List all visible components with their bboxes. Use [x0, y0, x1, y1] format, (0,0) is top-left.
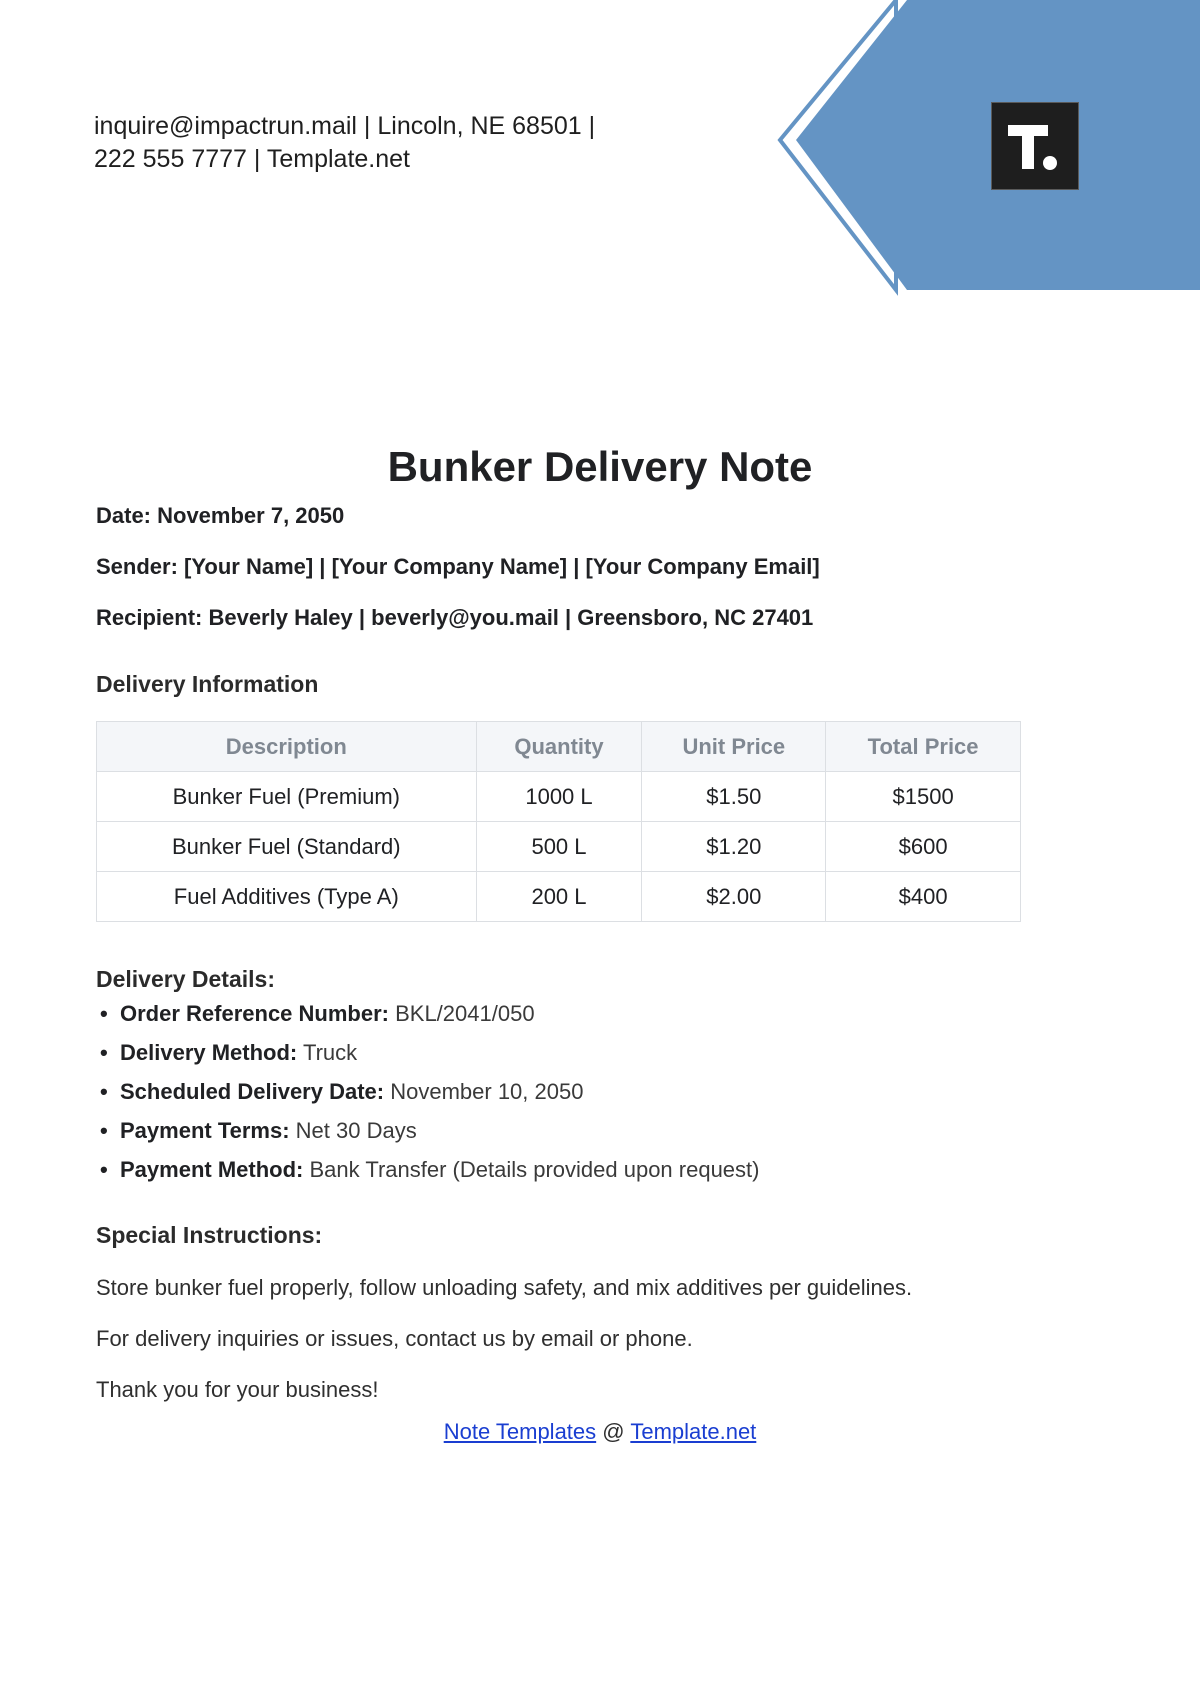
detail-label: Order Reference Number: [120, 1001, 389, 1026]
cell-quantity: 500 L [476, 822, 642, 872]
special-instructions-heading: Special Instructions: [96, 1222, 323, 1248]
bullet-icon: • [100, 1001, 108, 1026]
footer-credit [0, 1419, 1200, 1445]
detail-label: Payment Method: [120, 1157, 304, 1182]
logo-dot [1043, 156, 1057, 170]
delivery-table [96, 721, 1021, 922]
cell-description: Bunker Fuel (Standard) [97, 822, 477, 872]
closing-line: Thank you for your business! [96, 1377, 379, 1402]
column-header-unit-price: Unit Price [642, 722, 826, 772]
detail-value: BKL/2041/050 [388, 1001, 535, 1026]
list-item [100, 1038, 759, 1077]
template-net-link[interactable]: Template.net [630, 1419, 757, 1444]
list-item [100, 1155, 759, 1194]
column-header-quantity: Quantity [476, 722, 642, 772]
bullet-icon: • [100, 1079, 108, 1104]
cell-total-price: $400 [826, 872, 1021, 922]
detail-label: Delivery Method: [120, 1040, 298, 1065]
sender-line: Sender: [Your Name] | [Your Company Name] | [Your Company Email] [96, 554, 820, 579]
list-item [100, 1077, 759, 1116]
table-row [97, 822, 1021, 872]
contact-info [94, 110, 595, 176]
cell-total-price: $1500 [826, 772, 1021, 822]
contact-line-1: inquire@impactrun.mail | Lincoln, NE 68501 | [94, 112, 596, 140]
bullet-icon: • [100, 1157, 108, 1182]
column-header-description: Description [97, 722, 477, 772]
cell-description: Bunker Fuel (Premium) [97, 772, 477, 822]
bullet-icon: • [100, 1040, 108, 1065]
logo-letter-stem [1022, 125, 1034, 169]
cell-description: Fuel Additives (Type A) [97, 872, 477, 922]
detail-label: Scheduled Delivery Date: [120, 1079, 385, 1104]
cell-total-price: $600 [826, 822, 1021, 872]
footer-separator: @ [596, 1419, 631, 1444]
table-row [97, 772, 1021, 822]
cell-unit-price: $1.50 [642, 772, 826, 822]
date-line: Date: November 7, 2050 [96, 503, 345, 528]
delivery-details-heading: Delivery Details: [96, 966, 275, 992]
detail-value: Truck [297, 1040, 358, 1065]
delivery-details-list [100, 999, 759, 1194]
cell-quantity: 200 L [476, 872, 642, 922]
list-item [100, 999, 759, 1038]
cell-unit-price: $1.20 [642, 822, 826, 872]
contact-line-2: 222 555 7777 | Template.net [94, 145, 411, 173]
detail-value: Bank Transfer (Details provided upon request) [303, 1157, 760, 1182]
template-logo [991, 102, 1079, 190]
cell-quantity: 1000 L [476, 772, 642, 822]
bullet-icon: • [100, 1118, 108, 1143]
instructions-paragraph: Store bunker fuel properly, follow unloading safety, and mix additives per guidelines. [96, 1275, 913, 1300]
column-header-total-price: Total Price [826, 722, 1021, 772]
table-header-row [97, 722, 1021, 772]
recipient-line: Recipient: Beverly Haley | beverly@you.mail | Greensboro, NC 27401 [96, 605, 814, 630]
cell-unit-price: $2.00 [642, 872, 826, 922]
detail-value: Net 30 Days [289, 1118, 417, 1143]
detail-label: Payment Terms: [120, 1118, 290, 1143]
list-item [100, 1116, 759, 1155]
page-title: Bunker Delivery Note [387, 443, 813, 490]
contact-paragraph: For delivery inquiries or issues, contact us by email or phone. [96, 1326, 693, 1351]
delivery-information-heading: Delivery Information [96, 671, 319, 697]
detail-value: November 10, 2050 [384, 1079, 584, 1104]
note-templates-link[interactable]: Note Templates [443, 1419, 597, 1444]
table-row [97, 872, 1021, 922]
